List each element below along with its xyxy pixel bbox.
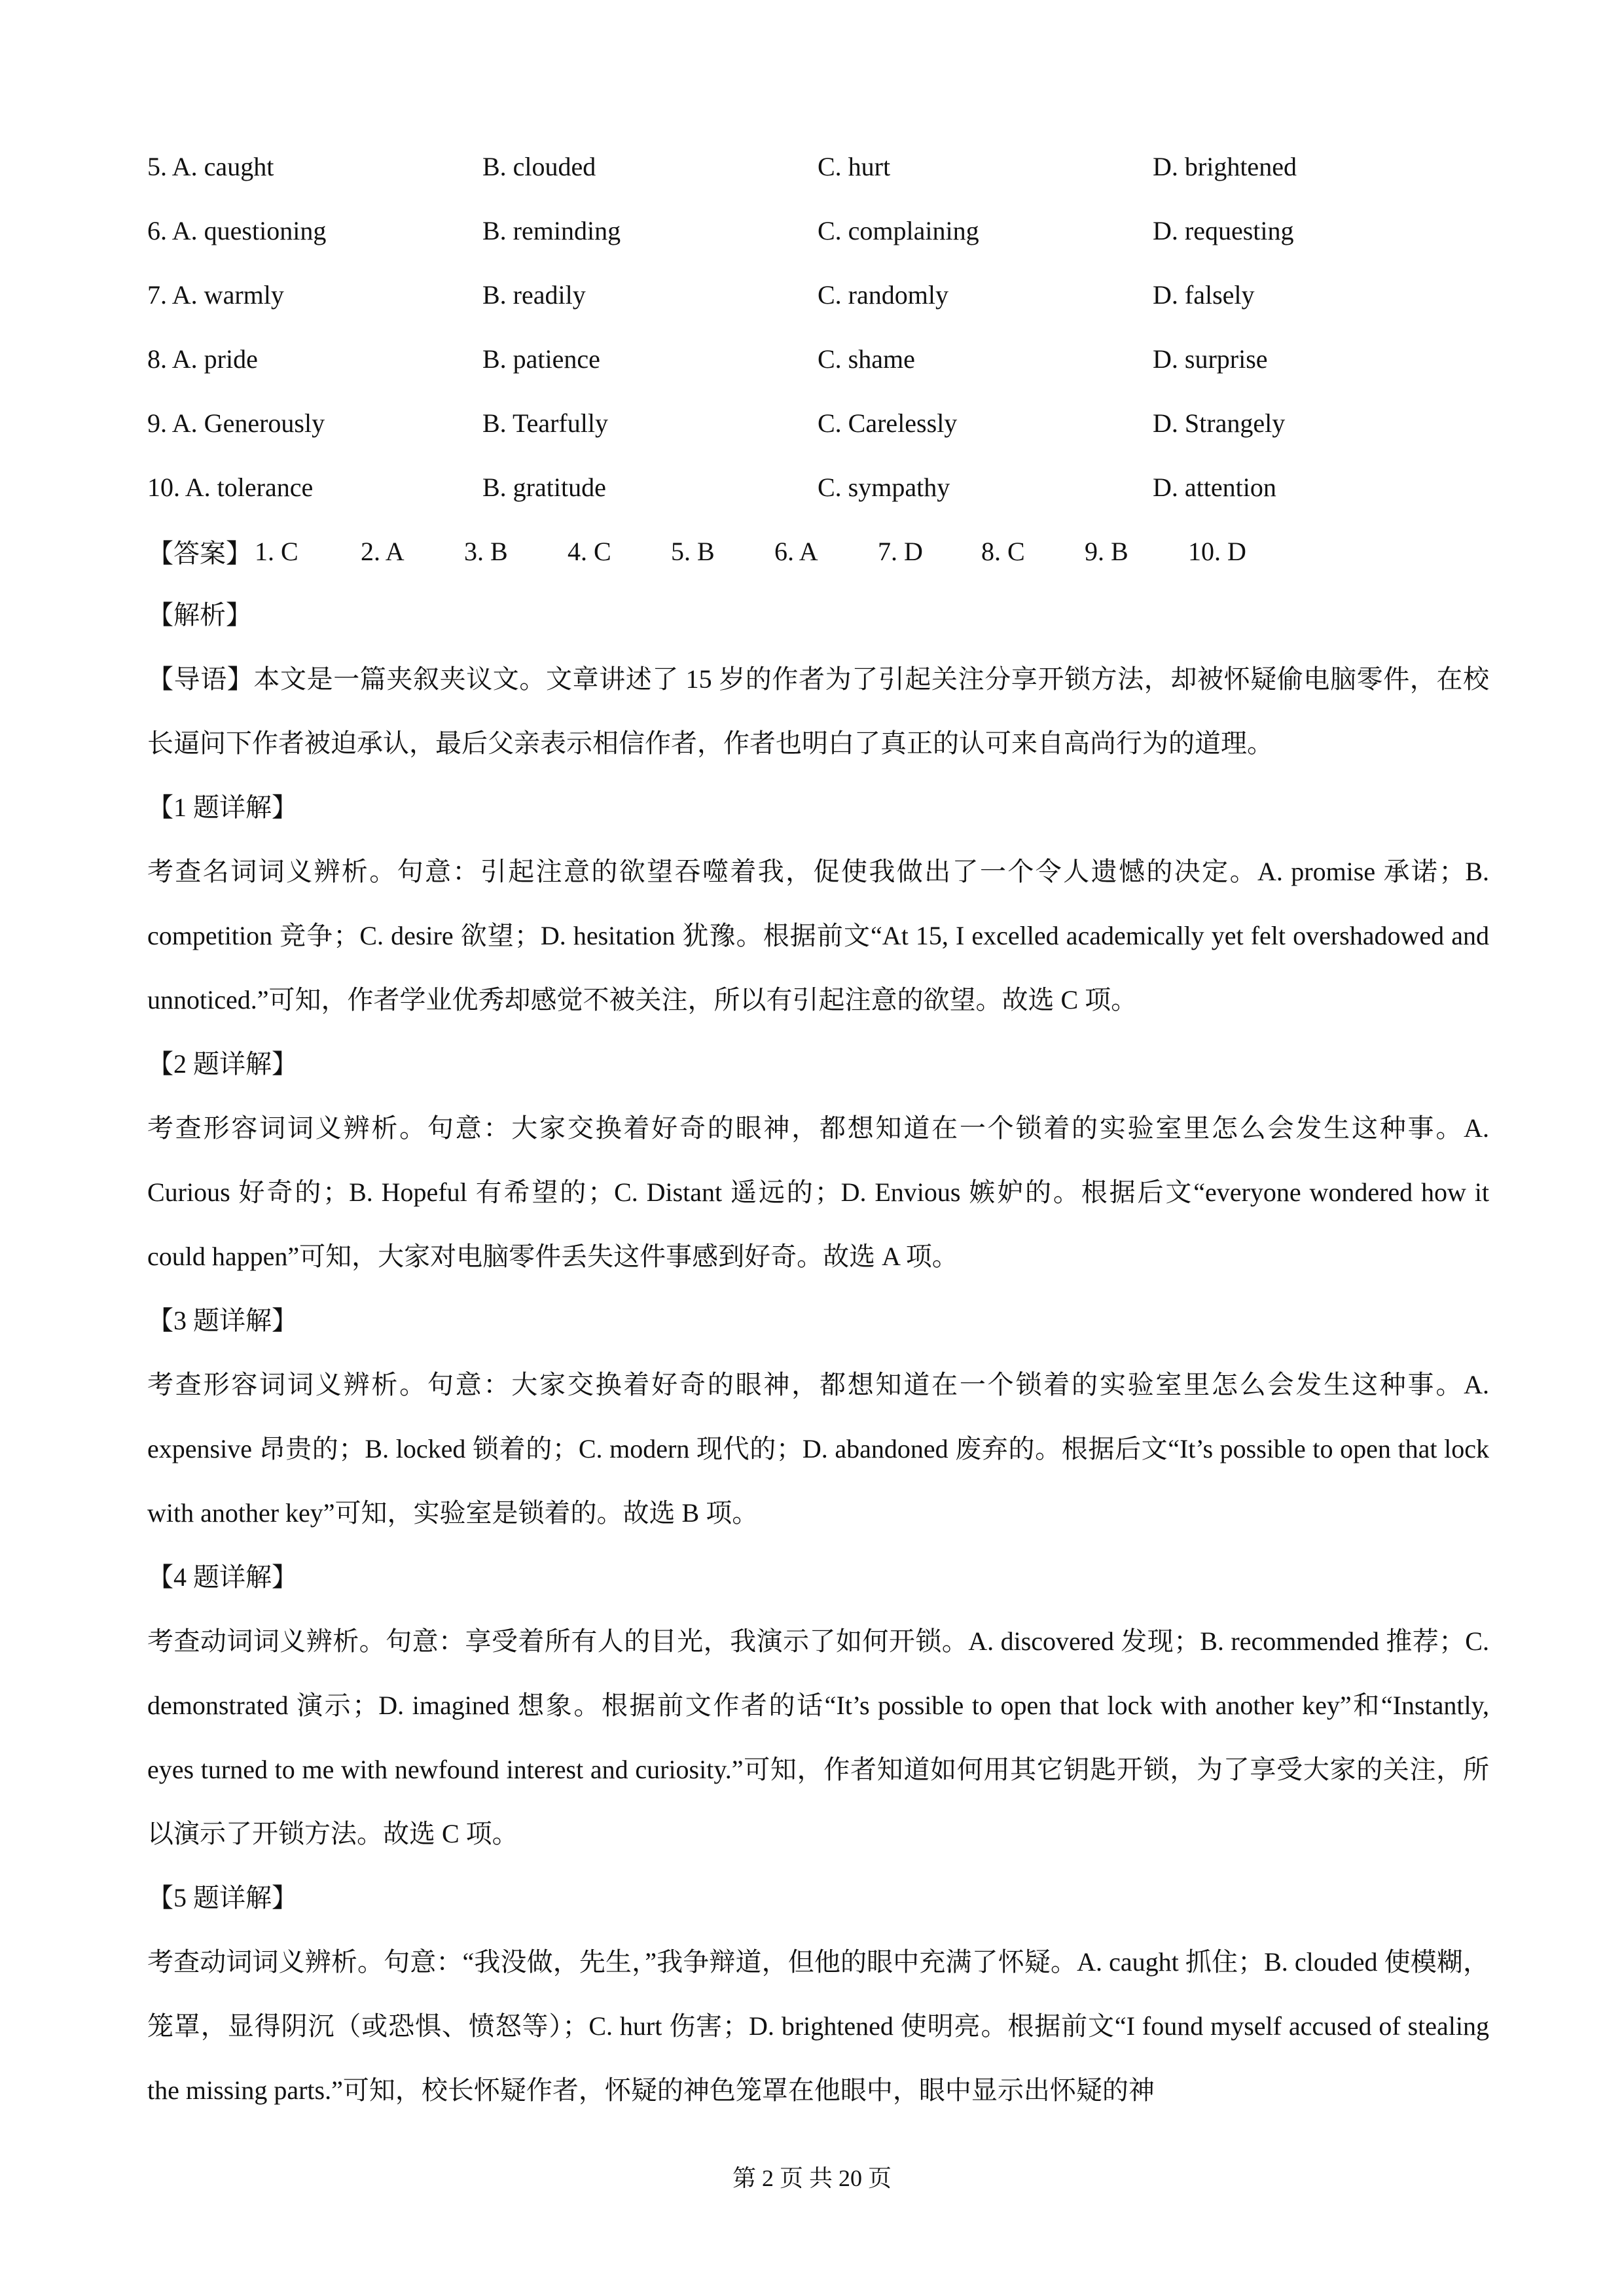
detail-paragraph-4 xyxy=(147,1609,1489,1866)
detail-paragraph-5 xyxy=(147,1930,1489,2123)
option-row-8 xyxy=(147,327,1489,391)
answer-label: 【答案】 xyxy=(147,538,252,568)
answer-item: 5. B xyxy=(671,536,715,566)
option-b: B. clouded xyxy=(482,151,596,181)
option-a: 7. A. warmly xyxy=(147,279,284,310)
option-d: D. requesting xyxy=(1153,215,1294,245)
detail-heading-2: 【2 题详解】 xyxy=(147,1049,298,1079)
option-row-6 xyxy=(147,198,1489,262)
option-b: B. patience xyxy=(482,344,600,374)
answer-item: 3. B xyxy=(464,536,508,566)
detail-heading-3: 【3 题详解】 xyxy=(147,1306,298,1335)
answer-item: 8. C xyxy=(981,536,1025,566)
detail-text: 考查动词词义辨析。句意：享受着所有人的目光，我演示了如何开锁。A. discovered 发现；B. recommended 推荐；C. demonstrated 演示；D. imagined 想象。根据前文作者的话“It’s possible to open that lock with another key”和“Instantly, eyes turned to me with newfound interest and curiosity.”可知，作者知道如何用其它钥匙开锁，为了享受大家的关注，所以演示了开锁方法。故选 C 项。 xyxy=(147,1626,1489,1848)
option-d: D. brightened xyxy=(1153,151,1297,181)
option-b: B. readily xyxy=(482,279,586,310)
answer-item: 2. A xyxy=(361,536,405,566)
option-b: B. Tearfully xyxy=(482,408,608,438)
option-row-9 xyxy=(147,391,1489,455)
detail-text: 考查形容词词义辨析。句意：大家交换着好奇的眼神，都想知道在一个锁着的实验室里怎么会发生这种事。A. Curious 好奇的；B. Hopeful 有希望的；C. Distant 遥远的；D. Envious 嫉妒的。根据后文“everyone wondered how it could happen”可知，大家对电脑零件丢失这件事感到好奇。故选 A 项。 xyxy=(147,1113,1489,1271)
answer-row xyxy=(147,519,1489,583)
option-d: D. attention xyxy=(1153,472,1276,502)
option-c: C. shame xyxy=(818,344,915,374)
detail-text: 考查动词词义辨析。句意：“我没做，先生，”我争辩道，但他的眼中充满了怀疑。A. caught 抓住；B. clouded 使模糊，笼罩，显得阴沉（或恐惧、愤怒等）；C. hurt 伤害；D. brightened 使明亮。根据前文“I found myself accused of stealing the missing parts.”可知，校长怀疑作者，怀疑的神色笼罩在他眼中，眼中显示出怀疑的神 xyxy=(147,1947,1489,2105)
detail-paragraph-1 xyxy=(147,840,1489,1032)
detail-heading-1: 【1 题详解】 xyxy=(147,793,298,822)
option-a: 9. A. Generously xyxy=(147,408,325,438)
option-a: 5. A. caught xyxy=(147,151,274,181)
detail-text: 考查名词词义辨析。句意：引起注意的欲望吞噬着我，促使我做出了一个令人遗憾的决定。A. promise 承诺；B. competition 竞争；C. desire 欲望；D. hesitation 犹豫。根据前文“At 15, I excelled academically yet felt overshadowed and unnoticed.”可知，作者学业优秀却感觉不被关注，所以有引起注意的欲望。故选 C 项。 xyxy=(147,857,1489,1014)
option-d: D. Strangely xyxy=(1153,408,1286,438)
answer-item: 7. D xyxy=(878,536,923,566)
answer-item: 6. A xyxy=(774,536,818,566)
detail-heading-4: 【4 题详解】 xyxy=(147,1562,298,1592)
page-content xyxy=(147,134,1489,2123)
detail-text: 考查形容词词义辨析。句意：大家交换着好奇的眼神，都想知道在一个锁着的实验室里怎么会发生这种事。A. expensive 昂贵的；B. locked 锁着的；C. modern 现代的；D. abandoned 废弃的。根据后文“It’s possible to open that lock with another key”可知，实验室是锁着的。故选 B 项。 xyxy=(147,1370,1489,1528)
option-b: B. gratitude xyxy=(482,472,606,502)
answer-item: 4. C xyxy=(568,536,611,566)
option-c: C. randomly xyxy=(818,279,948,310)
intro-paragraph xyxy=(147,647,1489,776)
option-row-10 xyxy=(147,455,1489,519)
analysis-heading: 【解析】 xyxy=(147,600,252,630)
option-d: D. surprise xyxy=(1153,344,1268,374)
option-c: C. hurt xyxy=(818,151,891,181)
option-row-5 xyxy=(147,134,1489,198)
answer-item: 1. C xyxy=(255,536,298,566)
page-footer: 第 2 页 共 20 页 xyxy=(732,2165,892,2191)
option-a: 10. A. tolerance xyxy=(147,472,314,502)
option-row-7 xyxy=(147,262,1489,327)
intro-text: 【导语】本文是一篇夹叙夹议文。文章讲述了 15 岁的作者为了引起关注分享开锁方法，却被怀疑偷电脑零件，在校长逼问下作者被迫承认，最后父亲表示相信作者，作者也明白了真正的认可来自高尚行为的道理。 xyxy=(147,664,1489,758)
detail-heading-5: 【5 题详解】 xyxy=(147,1883,298,1912)
answer-item: 9. B xyxy=(1085,536,1128,566)
option-b: B. reminding xyxy=(482,215,621,245)
option-c: C. complaining xyxy=(818,215,979,245)
option-a: 8. A. pride xyxy=(147,344,258,374)
answer-item: 10. D xyxy=(1188,536,1246,566)
option-c: C. Carelessly xyxy=(818,408,958,438)
detail-paragraph-3 xyxy=(147,1353,1489,1545)
detail-paragraph-2 xyxy=(147,1096,1489,1289)
option-c: C. sympathy xyxy=(818,472,950,502)
option-a: 6. A. questioning xyxy=(147,215,327,245)
option-d: D. falsely xyxy=(1153,279,1255,310)
options-block xyxy=(147,134,1489,519)
